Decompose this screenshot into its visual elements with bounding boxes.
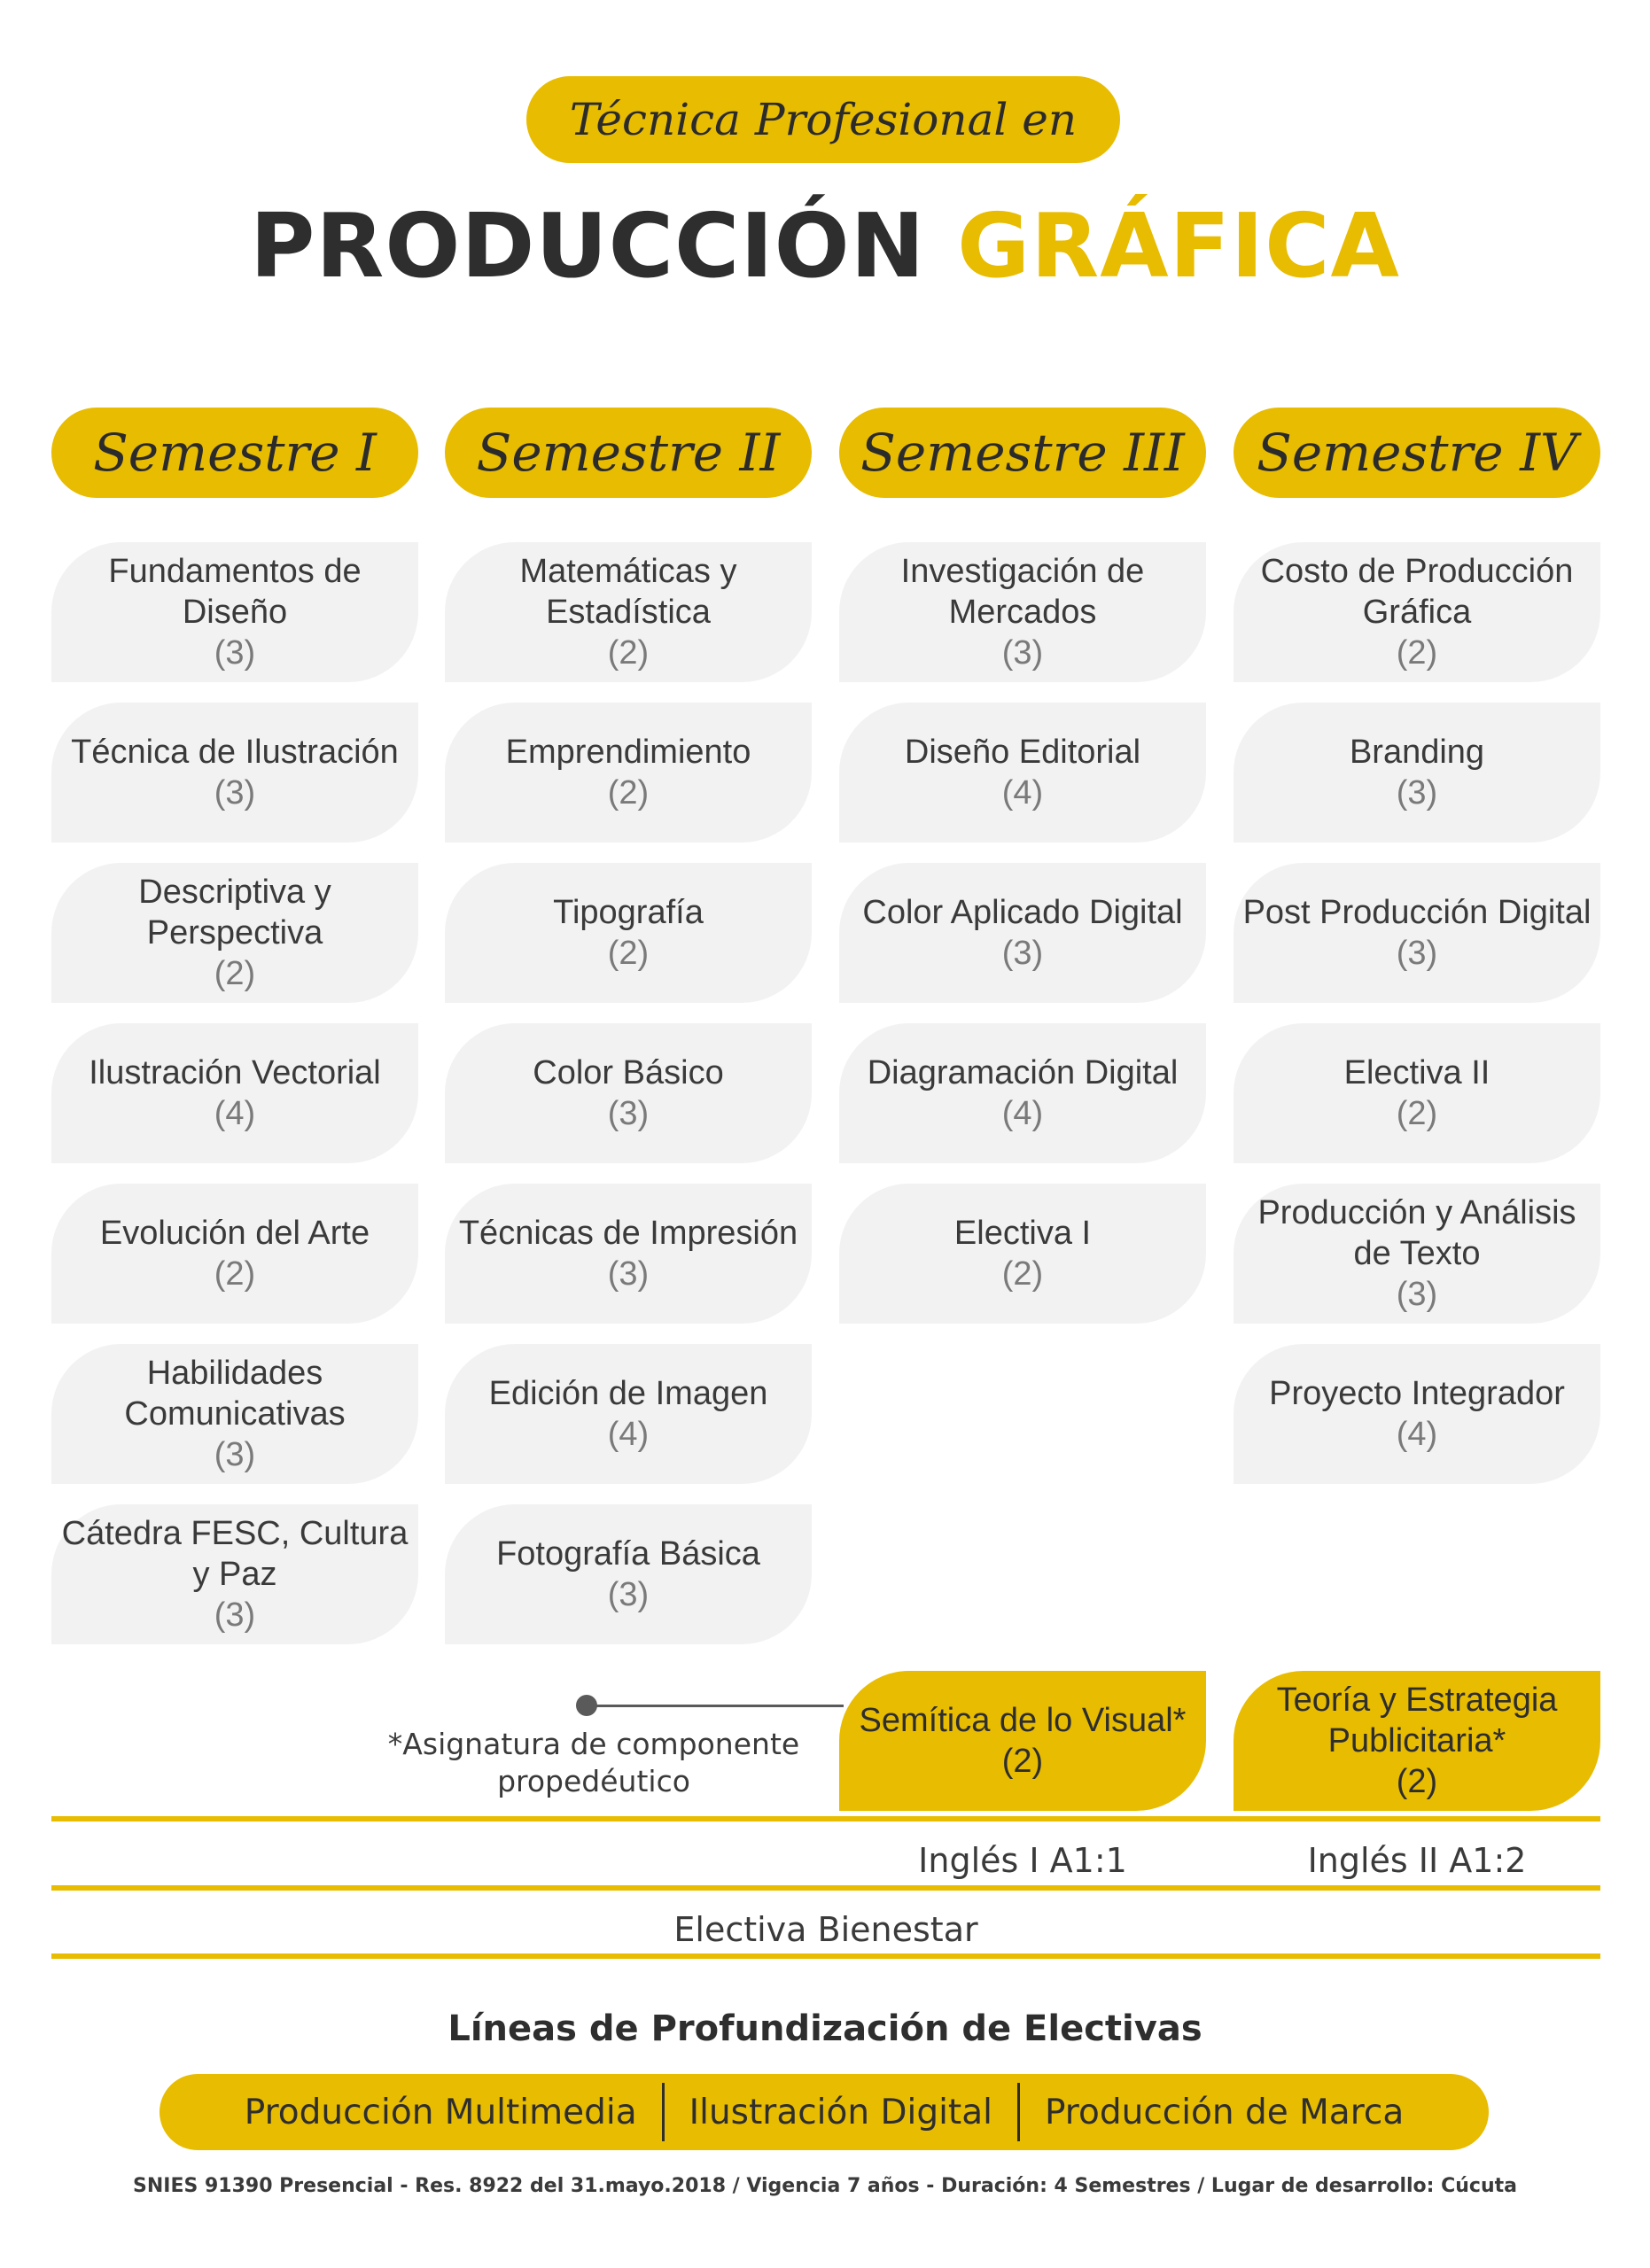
divider — [51, 1816, 1600, 1821]
course-name: Diseño Editorial — [904, 734, 1141, 771]
course-card — [839, 863, 1206, 1003]
semester-header — [839, 408, 1206, 498]
semester-label: Semestre II — [476, 423, 781, 483]
program-type-label: Técnica Profesional en — [569, 94, 1078, 145]
course-credits: (3) — [607, 1255, 650, 1293]
course-card — [445, 703, 812, 843]
english-course-1: Inglés I A1:1 — [918, 1841, 1127, 1880]
course-credits: (2) — [607, 774, 650, 812]
course-card — [445, 1184, 812, 1324]
course-card — [51, 863, 418, 1003]
course-card — [51, 542, 418, 682]
course-card — [1234, 542, 1600, 682]
elective-line: Producción de Marca — [1044, 2092, 1405, 2132]
course-credits: (4) — [214, 1095, 256, 1132]
course-credits: (2) — [1396, 634, 1438, 672]
semester-column-4 — [1234, 408, 1600, 1800]
course-credits: (4) — [1396, 1416, 1438, 1453]
course-name: Investigación de Mercados — [900, 553, 1145, 631]
course-card — [445, 1344, 812, 1484]
course-name: Proyecto Integrador — [1269, 1375, 1565, 1412]
course-credits: (3) — [607, 1576, 650, 1613]
course-name: Edición de Imagen — [488, 1375, 768, 1412]
semester-header — [445, 408, 812, 498]
course-card — [1234, 863, 1600, 1003]
course-credits: (2) — [607, 634, 650, 672]
semester-header — [1234, 408, 1600, 498]
electives-bar — [160, 2074, 1489, 2150]
course-credits: (2) — [214, 955, 256, 992]
course-name: Fotografía Básica — [496, 1535, 760, 1573]
program-title-part1: PRODUCCIÓN — [250, 194, 926, 298]
course-name: Ilustración Vectorial — [89, 1054, 381, 1091]
course-credits: (2) — [1396, 1763, 1438, 1800]
course-credits: (2) — [607, 935, 650, 972]
course-name: Teoría y Estrategia Publicitaria* — [1276, 1682, 1558, 1759]
course-card — [1234, 1344, 1600, 1484]
semester-column-3 — [839, 408, 1206, 1780]
course-card — [445, 1504, 812, 1644]
course-name: Color Aplicado Digital — [862, 894, 1183, 931]
course-credits: (3) — [1396, 774, 1438, 812]
semester-header — [51, 408, 418, 498]
course-credits: (2) — [214, 1255, 256, 1293]
course-card — [51, 703, 418, 843]
course-card — [51, 1023, 418, 1163]
course-name: Diagramación Digital — [867, 1054, 1179, 1091]
course-name: Semítica de lo Visual* — [859, 1702, 1187, 1739]
program-title-part2: GRÁFICA — [957, 194, 1400, 298]
course-card — [1234, 1184, 1600, 1324]
course-name: Color Básico — [533, 1054, 724, 1091]
elective-line: Producción Multimedia — [244, 2092, 637, 2132]
propedeutic-course-card — [1234, 1671, 1600, 1811]
course-credits: (3) — [214, 1596, 256, 1634]
course-name: Técnicas de Impresión — [458, 1215, 798, 1252]
english-course-2: Inglés II A1:2 — [1307, 1841, 1527, 1880]
course-card — [839, 703, 1206, 843]
program-footer: SNIES 91390 Presencial - Res. 8922 del 31.mayo.2018 / Vigencia 7 años - Duración: 4 Semestres / Lugar de desarrollo: Cúcuta — [133, 2175, 1517, 2197]
course-credits: (3) — [214, 634, 256, 672]
course-card — [839, 542, 1206, 682]
course-name: Habilidades Comunicativas — [124, 1355, 346, 1433]
semester-column-2 — [445, 408, 812, 1613]
course-credits: (2) — [1396, 1095, 1438, 1132]
course-name: Electiva II — [1343, 1054, 1490, 1091]
course-credits: (4) — [1001, 1095, 1044, 1132]
course-name: Evolución del Arte — [99, 1215, 370, 1252]
course-card — [1234, 703, 1600, 843]
course-card — [445, 542, 812, 682]
propedeutic-course-card — [839, 1671, 1206, 1811]
propedeutic-note: *Asignatura de componente propedéutico — [387, 1727, 800, 1798]
course-name: Tipografía — [553, 894, 704, 931]
course-card — [839, 1184, 1206, 1324]
course-card — [51, 1504, 418, 1644]
course-credits: (3) — [1396, 935, 1438, 972]
course-name: Emprendimiento — [505, 734, 751, 771]
course-credits: (3) — [607, 1095, 650, 1132]
course-card — [445, 863, 812, 1003]
course-card — [51, 1184, 418, 1324]
semester-column-1 — [51, 408, 418, 1634]
course-card — [445, 1023, 812, 1163]
course-name: Producción y Análisis de Texto — [1257, 1194, 1576, 1272]
program-title — [0, 184, 1650, 308]
electives-title: Líneas de Profundización de Electivas — [448, 2008, 1202, 2049]
course-name: Técnica de Ilustración — [71, 734, 399, 771]
course-name: Electiva I — [953, 1215, 1092, 1252]
course-card — [1234, 1023, 1600, 1163]
course-credits: (3) — [214, 774, 256, 812]
course-name: Cátedra FESC, Cultura y Paz — [61, 1515, 409, 1593]
course-credits: (4) — [607, 1416, 650, 1453]
course-credits: (3) — [1001, 935, 1044, 972]
course-credits: (3) — [1396, 1276, 1438, 1313]
course-credits: (2) — [1001, 1255, 1044, 1293]
connector-line — [587, 1705, 844, 1707]
course-name: Branding — [1349, 734, 1485, 771]
course-name: Post Producción Digital — [1242, 894, 1592, 931]
course-name: Costo de Producción Gráfica — [1260, 553, 1574, 631]
elective-line: Ilustración Digital — [689, 2092, 992, 2132]
bienestar-elective: Electiva Bienestar — [673, 1910, 978, 1949]
course-credits: (3) — [214, 1436, 256, 1473]
course-credits: (2) — [1001, 1743, 1044, 1780]
course-name: Fundamentos de Diseño — [108, 553, 362, 631]
program-type-badge — [526, 76, 1120, 163]
divider — [51, 1885, 1600, 1891]
course-name: Descriptiva y Perspectiva — [138, 874, 331, 951]
semester-label: Semestre I — [93, 423, 377, 483]
course-credits: (3) — [1001, 634, 1044, 672]
course-card — [839, 1023, 1206, 1163]
divider — [51, 1953, 1600, 1959]
course-name: Matemáticas y Estadística — [519, 553, 737, 631]
course-credits: (4) — [1001, 774, 1044, 812]
course-card — [51, 1344, 418, 1484]
semester-label: Semestre IV — [1257, 423, 1577, 483]
semester-label: Semestre III — [860, 423, 1185, 483]
